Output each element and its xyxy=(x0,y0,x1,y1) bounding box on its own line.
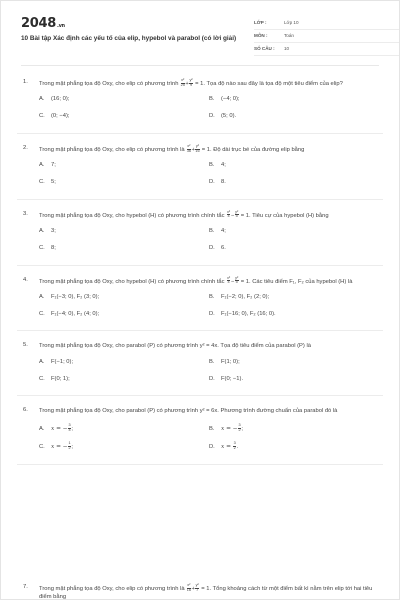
document-meta xyxy=(254,17,399,56)
question-text-part: Trong mặt phẳng tọa độ Oxy, cho elip có phương trình là xyxy=(39,585,185,592)
meta-row-subject xyxy=(254,30,399,43)
option-letter: B. xyxy=(209,293,215,300)
option-text: (16; 0); xyxy=(51,96,70,103)
option-text: 8. xyxy=(221,178,226,185)
meta-row-class xyxy=(254,17,399,30)
option-letter: D. xyxy=(209,113,215,120)
option-letter: A. xyxy=(39,227,45,234)
fraction-denominator: 4 xyxy=(68,427,71,432)
option-letter: D. xyxy=(209,178,215,185)
answer-option[interactable] xyxy=(39,113,209,121)
answer-option[interactable] xyxy=(209,179,379,187)
answer-option[interactable] xyxy=(209,162,379,170)
fraction-numerator: x² xyxy=(226,209,231,214)
option-text: F₁(−16; 0), F₂ (16; 0). xyxy=(221,310,276,317)
option-expression: x = − xyxy=(51,425,68,432)
option-letter: D. xyxy=(209,375,215,382)
option-expression: x = − xyxy=(51,444,68,451)
answer-option[interactable] xyxy=(39,294,209,302)
fraction-denominator: 7 xyxy=(196,587,199,592)
option-text: 3; xyxy=(51,227,56,234)
option-text: F(0; 1); xyxy=(51,375,70,382)
answer-option[interactable] xyxy=(209,442,379,452)
meta-label: LỚP : xyxy=(254,20,267,25)
option-expression: x = xyxy=(221,444,233,451)
fraction-denominator: 2 xyxy=(238,427,241,432)
fraction-denominator: 5 xyxy=(235,280,238,285)
meta-label: MÔN : xyxy=(254,33,268,38)
option-letter: C. xyxy=(39,113,45,120)
header-divider xyxy=(21,65,379,66)
question-divider xyxy=(17,395,383,396)
option-text: 7; xyxy=(51,162,56,169)
option-suffix: ; xyxy=(241,425,244,432)
question-list xyxy=(21,79,379,476)
question-divider xyxy=(17,265,383,266)
option-letter: B. xyxy=(209,358,215,365)
equation-fraction xyxy=(195,145,199,154)
answer-options xyxy=(39,359,379,396)
answer-option[interactable] xyxy=(209,245,379,253)
question-number: 6. xyxy=(23,407,28,414)
answer-option[interactable] xyxy=(39,311,209,319)
answer-options xyxy=(39,228,379,265)
fraction-numerator: y² xyxy=(195,583,199,587)
question-divider xyxy=(17,199,383,200)
answer-options xyxy=(39,162,379,199)
logo-text: 2048 xyxy=(21,16,56,31)
fraction-denominator: 5 xyxy=(235,214,238,219)
question-divider xyxy=(17,133,383,134)
option-letter: D. xyxy=(209,310,215,317)
answer-options xyxy=(39,294,379,331)
equation-tail: = 1. xyxy=(201,146,212,153)
fraction-numerator: x² xyxy=(181,78,185,82)
option-letter: A. xyxy=(39,96,45,103)
fraction-numerator: y² xyxy=(195,143,200,148)
equation-fraction xyxy=(195,584,199,593)
option-text: F₁(−4; 0), F₂ (4; 0); xyxy=(51,310,100,317)
question-7 xyxy=(21,584,379,600)
option-letter: B. xyxy=(209,96,215,103)
fraction-denominator: 2 xyxy=(233,446,236,451)
question-number: 2. xyxy=(23,144,28,151)
question-text: Trong mặt phẳng tọa độ Oxy, cho hypebol (H) có phương trình chính tắc $\frac{\text{x²}}{4}$ − $\frac{\text{y²}}{5}$ = 1. Các tiêu điểm F₁, F₂ của hypebol (H) là xyxy=(39,275,353,285)
fraction-numerator: y² xyxy=(235,209,239,214)
answer-option[interactable] xyxy=(39,442,209,452)
meta-label: SỐ CÂU : xyxy=(254,46,275,51)
option-letter: C. xyxy=(39,178,45,185)
answer-option[interactable] xyxy=(39,376,209,384)
question-5 xyxy=(21,342,379,395)
answer-option[interactable] xyxy=(39,162,209,170)
question-divider xyxy=(17,330,383,331)
equation-tail: = 1. xyxy=(195,80,205,87)
fraction-numerator: x² xyxy=(187,143,191,148)
equation-fraction xyxy=(227,211,231,220)
fraction-denominator: 4 xyxy=(227,280,230,285)
option-letter: A. xyxy=(39,425,45,432)
equation-tail: = 1. xyxy=(240,278,251,285)
option-text: 4; xyxy=(221,162,226,169)
fraction-numerator: x² xyxy=(187,583,191,587)
document-title: 10 Bài tập Xác định các yếu tố của elip, hypebol và parabol (có lời giải) xyxy=(21,35,237,42)
answer-option[interactable] xyxy=(209,113,379,121)
fraction-denominator: 25 xyxy=(180,82,185,87)
fraction-numerator: 3 xyxy=(238,422,241,427)
question-divider xyxy=(17,464,383,465)
equation-fraction xyxy=(181,79,185,88)
equation-fraction xyxy=(227,277,231,286)
question-1 xyxy=(21,79,379,133)
question-text: Trong mặt phẳng tọa độ Oxy, cho hypebol (H) có phương trình chính tắc $\frac{\text{x²}}{4}$ − $\frac{\text{y²}}{5}$ = 1. Tiêu cự của hypebol (H) bằng xyxy=(39,209,329,219)
question-number: 5. xyxy=(23,342,28,349)
option-text: 5; xyxy=(51,178,56,185)
question-text-part: Độ dài trục bé của đường elip bằng xyxy=(213,146,305,153)
option-letter: D. xyxy=(209,244,215,251)
equation-tail: = 1. xyxy=(201,585,212,592)
answer-option[interactable] xyxy=(209,424,379,434)
option-text: F(1; 0); xyxy=(221,358,240,365)
question-text: Trong mặt phẳng tọa độ Oxy, cho elip có phương trình là $\frac{\text{x²}}{16}$ + $\frac{\text{y²}}{7}$ = 1. Tổng khoảng cách từ một điểm bất kì nằm trên elip tới hai tiêu điểm bằng xyxy=(39,583,373,600)
fraction-numerator: y² xyxy=(189,78,193,82)
meta-value: Lớp 10 xyxy=(284,20,299,25)
fraction-numerator: 1 xyxy=(68,441,71,446)
equation-fraction xyxy=(235,211,239,220)
question-text-part: Tọa độ nào sau đây là tọa độ một tiêu điểm của elip? xyxy=(206,80,343,87)
question-text-part: Các tiêu điểm F₁, F₂ của hypebol (H) là xyxy=(252,278,353,285)
answer-option[interactable] xyxy=(209,359,379,367)
logo-suffix: .vn xyxy=(56,23,65,29)
answer-option[interactable] xyxy=(209,311,379,319)
option-letter: A. xyxy=(39,293,45,300)
question-text-part: Tổng khoảng cách từ một điểm bất kì nằm trên elip tới hai tiêu điểm bằng xyxy=(39,585,373,600)
fraction-denominator: 36 xyxy=(186,148,191,153)
option-letter: C. xyxy=(39,444,45,451)
option-letter: C. xyxy=(39,310,45,317)
option-letter: B. xyxy=(209,227,215,234)
question-text: Trong mặt phẳng tọa độ Oxy, cho elip có phương trình $\frac{\text{x²}}{25}$ + $\frac{\text{y²}}{9}$ = 1. Tọa độ nào sau đây là tọa độ một tiêu điểm của elip? xyxy=(39,78,343,87)
meta-value: Toán xyxy=(284,33,294,38)
equation-fraction xyxy=(189,79,193,88)
answer-option[interactable] xyxy=(39,96,209,104)
question-2 xyxy=(21,145,379,199)
question-text-part: Trong mặt phẳng tọa độ Oxy, cho hypebol (H) có phương trình chính tắc xyxy=(39,278,225,285)
answer-option[interactable] xyxy=(39,359,209,367)
option-suffix: . xyxy=(236,444,239,451)
option-letter: A. xyxy=(39,358,45,365)
option-text: F₁(−2; 0), F₂ (2; 0); xyxy=(221,293,270,300)
answer-option[interactable] xyxy=(209,376,379,384)
question-text: Trong mặt phẳng tọa độ Oxy, cho elip có phương trình là $\frac{\text{x²}}{36}$ + $\frac{\text{y²}}{16}$ = 1. Độ dài trục bé của đường elip bằng xyxy=(39,143,305,153)
question-number: 3. xyxy=(23,210,28,217)
answer-options xyxy=(39,96,379,133)
answer-option[interactable] xyxy=(209,228,379,236)
option-text: (5; 0). xyxy=(221,113,237,120)
equation-fraction xyxy=(187,584,191,593)
option-suffix: ; xyxy=(71,444,74,451)
answer-option[interactable] xyxy=(39,179,209,187)
site-logo[interactable] xyxy=(21,15,65,33)
answer-option[interactable] xyxy=(209,96,379,104)
fraction-denominator: 2 xyxy=(68,446,71,451)
option-suffix: ; xyxy=(71,425,74,432)
option-letter: B. xyxy=(209,425,215,432)
answer-option[interactable] xyxy=(39,228,209,236)
option-letter: B. xyxy=(209,162,215,169)
fraction-denominator: 16 xyxy=(195,148,200,153)
option-text: (−4; 0); xyxy=(221,96,240,103)
answer-option[interactable] xyxy=(39,424,209,434)
equation-fraction xyxy=(235,277,239,286)
fraction-denominator: 9 xyxy=(190,82,193,87)
question-text-part: Tiêu cự của hypebol (H) bằng xyxy=(252,212,329,219)
question-text: Trong mặt phẳng tọa độ Oxy, cho parabol (P) có phương trình y² = 4x. Tọa độ tiêu điểm của parabol (P) là xyxy=(39,343,311,350)
option-text: F₁(−3; 0), F₂ (3; 0); xyxy=(51,293,100,300)
meta-row-count xyxy=(254,43,399,56)
equation-tail: = 1. xyxy=(240,212,251,219)
fraction-numerator: 3 xyxy=(68,422,71,427)
option-letter: D. xyxy=(209,444,215,451)
option-expression: x = − xyxy=(221,425,238,432)
meta-value: 10 xyxy=(284,46,290,51)
question-number: 7. xyxy=(23,584,28,590)
question-text-part: Trong mặt phẳng tọa độ Oxy, cho elip có phương trình xyxy=(39,80,179,87)
question-number: 1. xyxy=(23,79,28,85)
fraction-numerator: x² xyxy=(226,275,231,280)
question-text: Trong mặt phẳng tọa độ Oxy, cho parabol (P) có phương trình y² = 6x. Phương trình đường chuẩn của parabol đó là xyxy=(39,408,338,415)
option-letter: A. xyxy=(39,162,45,169)
option-text: 6. xyxy=(221,244,226,251)
answer-option[interactable] xyxy=(39,245,209,253)
option-letter: C. xyxy=(39,375,45,382)
question-6 xyxy=(21,407,379,464)
fraction-denominator: 16 xyxy=(186,587,191,592)
question-number: 4. xyxy=(23,276,28,283)
option-letter: C. xyxy=(39,244,45,251)
fraction-numerator: y² xyxy=(235,275,239,280)
answer-option[interactable] xyxy=(209,294,379,302)
option-text: 8; xyxy=(51,244,56,251)
question-4 xyxy=(21,277,379,331)
option-text: F(−1; 0); xyxy=(51,358,74,365)
fraction-numerator: 3 xyxy=(233,441,236,446)
question-text-part: Trong mặt phẳng tọa độ Oxy, cho elip có phương trình là xyxy=(39,146,185,153)
option-text: (0; −4); xyxy=(51,113,70,120)
answer-options xyxy=(39,424,379,464)
question-3 xyxy=(21,211,379,265)
fraction-denominator: 4 xyxy=(227,214,230,219)
question-text-part: Trong mặt phẳng tọa độ Oxy, cho hypebol (H) có phương trình chính tắc xyxy=(39,212,225,219)
header xyxy=(21,15,379,59)
option-text: F(0; −1). xyxy=(221,375,244,382)
equation-fraction xyxy=(187,145,191,154)
option-text: 4; xyxy=(221,227,226,234)
